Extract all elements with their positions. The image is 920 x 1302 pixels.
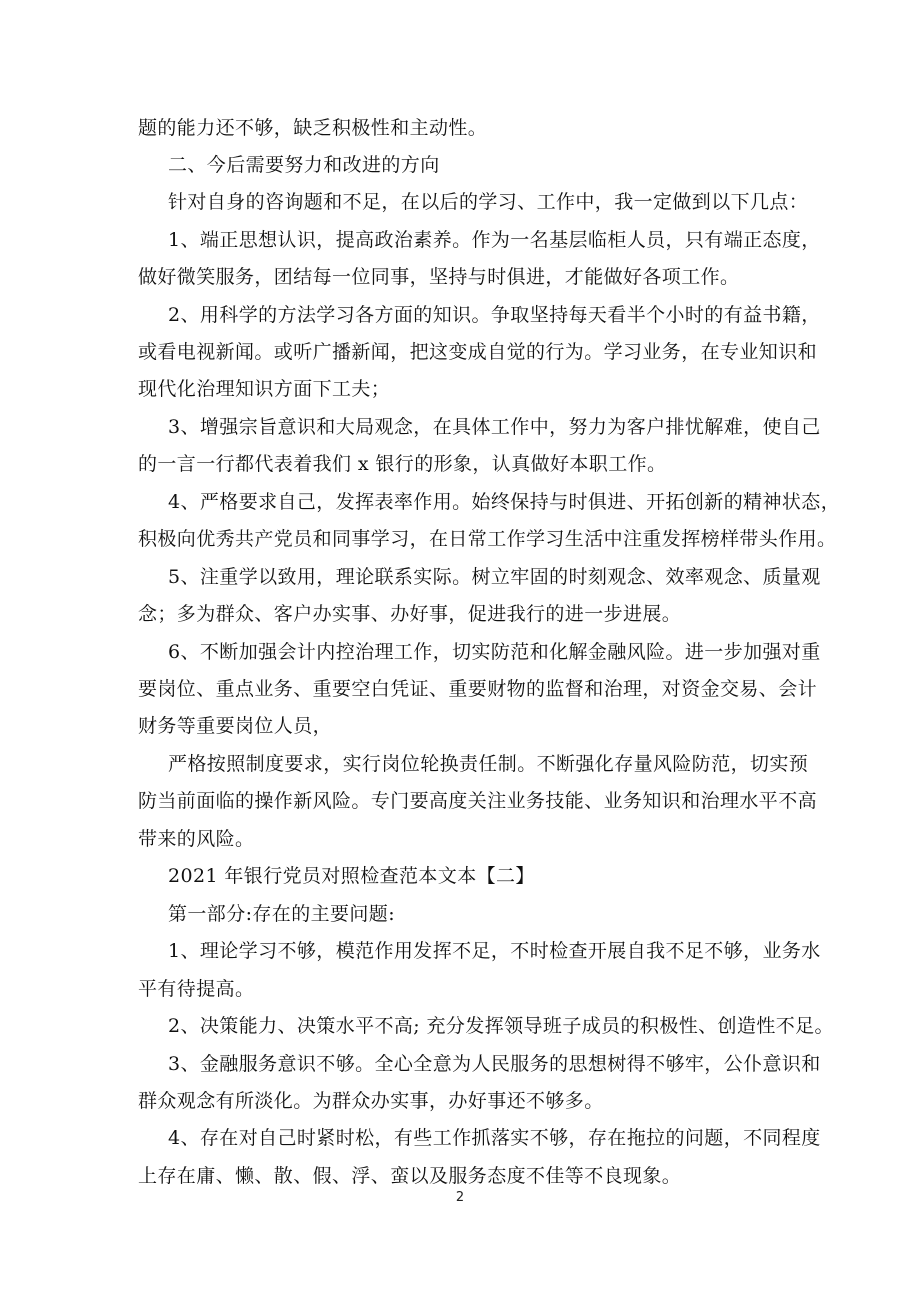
text-line: 念；多为群众、客户办实事、办好事，促进我行的进一步进展。 [138, 603, 682, 625]
list-item-start: 2、决策能力、决策水平不高; 充分发挥领导班子成员的积极性、创造性不足。 [168, 1015, 834, 1037]
list-item-start: 2、用科学的方法学习各方面的知识。争取坚持每天看半个小时的有益书籍， [168, 304, 821, 326]
section-title: 2021 年银行党员对照检查范本文本【二】 [168, 865, 535, 887]
text-line: 或看电视新闻。或听广播新闻，把这变成自觉的行为。学习业务，在专业知识和 [138, 341, 818, 363]
text-line: 做好微笑服务，团结每一位同事，坚持与时俱进，才能做好各项工作。 [138, 266, 740, 288]
list-item-start: 3、增强宗旨意识和大局观念，在具体工作中，努力为客户排忧解难，使自己 [168, 416, 821, 438]
text-line: 要岗位、重点业务、重要空白凭证、重要财物的监督和治理，对资金交易、会计 [138, 678, 818, 700]
text-line: 现代化治理知识方面下工夫； [138, 378, 391, 400]
text-line: 防当前面临的操作新风险。专门要高度关注业务技能、业务知识和治理水平不高 [138, 790, 818, 812]
section-heading: 第一部分:存在的主要问题: [168, 903, 396, 925]
list-item-start: 6、不断加强会计内控治理工作，切实防范和化解金融风险。进一步加强对重 [168, 641, 821, 663]
page-number: 2 [455, 1190, 465, 1205]
text-line: 的一言一行都代表着我们 x 银行的形象，认真做好本职工作。 [138, 453, 667, 475]
list-item-start: 3、金融服务意识不够。全心全意为人民服务的思想树得不够牢，公仆意识和 [168, 1053, 821, 1075]
text-line: 上存在庸、懒、散、假、浮、蛮以及服务态度不佳等不良现象。 [138, 1165, 682, 1187]
list-item-start: 1、端正思想认识，提高政治素养。作为一名基层临柜人员，只有端正态度， [168, 229, 821, 251]
section-heading: 二、今后需要努力和改进的方向 [168, 154, 440, 176]
text-line: 积极向优秀共产党员和同事学习，在日常工作学习生活中注重发挥榜样带头作用。 [138, 528, 837, 550]
list-item-start: 4、严格要求自己，发挥表率作用。始终保持与时俱进、开拓创新的精神状态， [168, 491, 841, 513]
paragraph-start: 严格按照制度要求，实行岗位轮换责任制。不断强化存量风险防范，切实预 [168, 753, 809, 775]
text-line: 平有待提高。 [138, 978, 255, 1000]
list-item-start: 1、理论学习不够，模范作用发挥不足，不时检查开展自我不足不够，业务水 [168, 940, 821, 962]
text-line: 群众观念有所淡化。为群众办实事，办好事还不够多。 [138, 1090, 604, 1112]
text-line: 带来的风险。 [138, 828, 255, 850]
list-item-start: 5、注重学以致用，理论联系实际。树立牢固的时刻观念、效率观念、质量观 [168, 566, 821, 588]
text-line: 财务等重要岗位人员， [138, 715, 333, 737]
text-line: 题的能力还不够，缺乏积极性和主动性。 [138, 117, 488, 139]
list-item-start: 4、存在对自己时紧时松，有些工作抓落实不够，存在拖拉的问题，不同程度 [168, 1127, 821, 1149]
text-line: 针对自身的咨询题和不足，在以后的学习、工作中，我一定做到以下几点： [168, 191, 809, 213]
